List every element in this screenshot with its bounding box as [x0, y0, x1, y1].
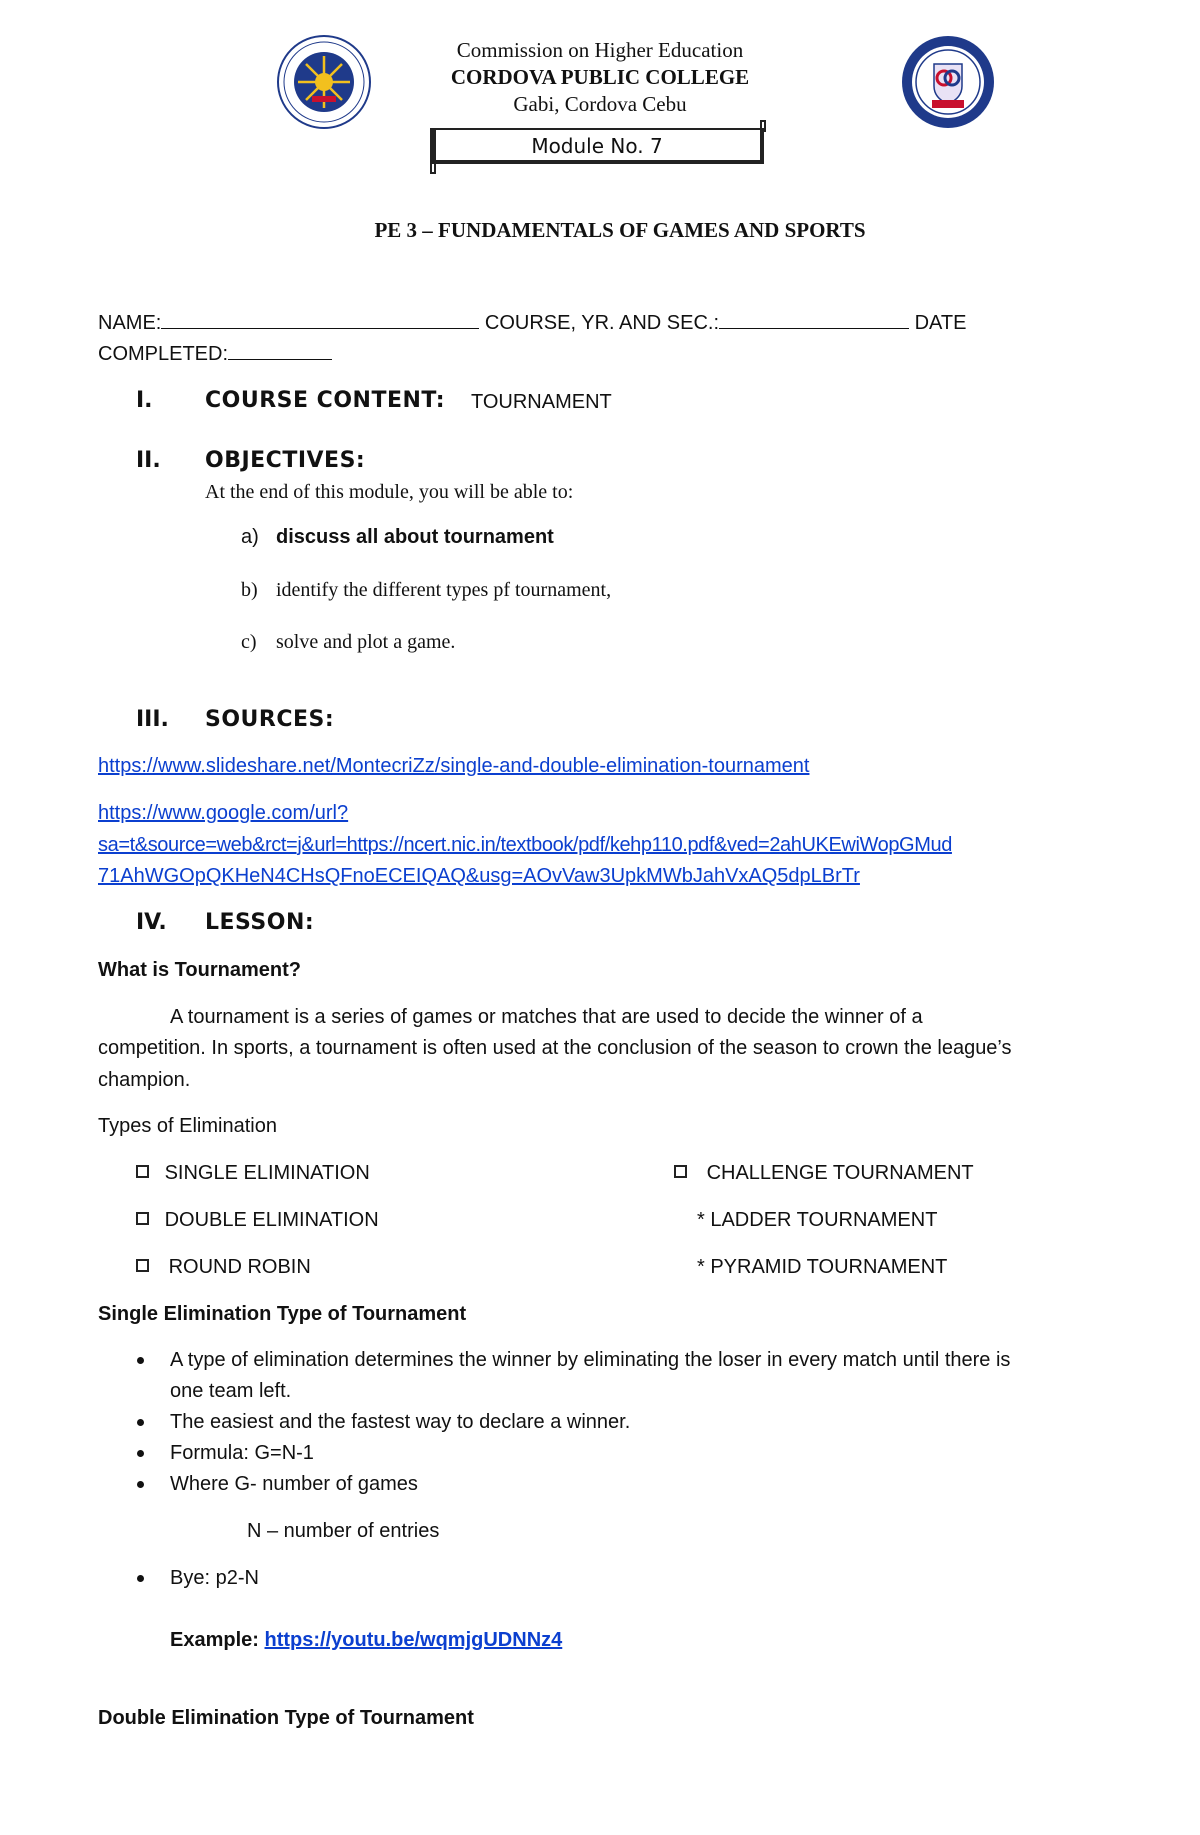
- header-college-name: CORDOVA PUBLIC COLLEGE: [450, 65, 750, 89]
- checkbox-icon: [136, 1212, 149, 1225]
- section-4-heading: LESSON:: [205, 910, 315, 935]
- name-label: NAME:: [98, 312, 162, 334]
- section-3-number: III.: [136, 707, 169, 732]
- bullet-4-sub: N – number of entries: [247, 1520, 440, 1542]
- module-number-box: Module No. 7: [432, 128, 764, 164]
- objective-a-text: discuss all about tournament: [276, 526, 554, 548]
- section-3-heading: SOURCES:: [205, 707, 335, 732]
- objective-c-text: solve and plot a game.: [276, 631, 456, 653]
- objectives-intro: At the end of this module, you will be able to:: [205, 481, 574, 503]
- objective-a-marker: a): [241, 526, 259, 548]
- source-link-slideshare[interactable]: https://www.slideshare.net/MontecriZz/single-and-double-elimination-tournament: [98, 755, 810, 777]
- bullet-5-bye: Bye: p2-N: [170, 1567, 259, 1589]
- date-label: DATE: [914, 312, 967, 334]
- bullet-icon: [137, 1481, 144, 1488]
- source-link-google-line-2[interactable]: sa=t&source=web&rct=j&url=https://ncert.nic.in/textbook/pdf/kehp110.pdf&ved=2ahUKEwiWopGMud: [98, 834, 952, 856]
- bullet-2: The easiest and the fastest way to declare a winner.: [170, 1411, 631, 1433]
- tournament-paragraph-line-3: champion.: [98, 1069, 191, 1091]
- section-4-number: IV.: [136, 910, 167, 935]
- page-title: PE 3 – FUNDAMENTALS OF GAMES AND SPORTS: [374, 218, 866, 242]
- objective-c-marker: c): [241, 631, 257, 653]
- types-of-elimination-heading: Types of Elimination: [98, 1115, 277, 1137]
- bullet-icon: [137, 1357, 144, 1364]
- bullet-icon: [137, 1419, 144, 1426]
- section-2-heading: OBJECTIVES:: [205, 448, 366, 473]
- bullet-1-line-1: A type of elimination determines the winner by eliminating the loser in every match until there is: [170, 1349, 1011, 1371]
- section-2-number: II.: [136, 448, 161, 473]
- bullet-icon: [137, 1575, 144, 1582]
- type-ladder-tournament: * LADDER TOURNAMENT: [697, 1209, 938, 1231]
- tournament-paragraph-line-2: competition. In sports, a tournament is often used at the conclusion of the season to crown the league’s: [98, 1037, 1012, 1059]
- section-1-number: I.: [136, 388, 153, 413]
- type-pyramid-tournament: * PYRAMID TOURNAMENT: [697, 1256, 948, 1278]
- example-label: Example:: [170, 1629, 259, 1651]
- example-youtube-link[interactable]: https://youtu.be/wqmjgUDNNz4: [264, 1629, 563, 1651]
- form-fields: [98, 310, 966, 335]
- bullet-1-line-2: one team left.: [170, 1380, 292, 1402]
- completed-label: COMPLETED:: [98, 343, 229, 365]
- checkbox-icon: [136, 1165, 149, 1178]
- objective-b-text: identify the different types pf tournament,: [276, 579, 612, 601]
- source-link-google-line-1[interactable]: https://www.google.com/url?: [98, 802, 349, 824]
- source-link-google-line-3[interactable]: 71AhWGOpQKHeN4CHsQFnoECEIQAQ&usg=AOvVaw3UpkMWbJahVxAQ5dpLBrTr: [98, 865, 860, 887]
- course-blank[interactable]: [719, 310, 909, 329]
- tournament-paragraph-line-1: A tournament is a series of games or matches that are used to decide the winner of a: [170, 1006, 923, 1028]
- name-blank[interactable]: [161, 310, 479, 329]
- type-single-elimination: SINGLE ELIMINATION: [136, 1161, 370, 1185]
- type-double-elimination: DOUBLE ELIMINATION: [136, 1208, 379, 1232]
- course-content-value: TOURNAMENT: [471, 391, 612, 413]
- what-is-tournament-heading: What is Tournament?: [98, 959, 301, 981]
- type-round-robin: ROUND ROBIN: [136, 1255, 311, 1279]
- bullet-3-formula: Formula: G=N-1: [170, 1442, 314, 1464]
- header-commission: Commission on Higher Education: [456, 38, 744, 62]
- bullet-4-where: Where G- number of games: [170, 1473, 418, 1495]
- type-challenge-tournament: CHALLENGE TOURNAMENT: [674, 1161, 974, 1185]
- completed-blank[interactable]: [228, 341, 332, 360]
- checkbox-icon: [674, 1165, 687, 1178]
- section-1-heading: COURSE CONTENT:: [205, 388, 445, 413]
- header-address: Gabi, Cordova Cebu: [513, 92, 687, 116]
- double-elimination-heading: Double Elimination Type of Tournament: [98, 1707, 474, 1729]
- single-elimination-heading: Single Elimination Type of Tournament: [98, 1303, 467, 1325]
- bullet-icon: [137, 1450, 144, 1457]
- course-label: COURSE, YR. AND SEC.:: [484, 312, 720, 334]
- objective-b-marker: b): [241, 579, 258, 601]
- example-row: [170, 1628, 562, 1652]
- checkbox-icon: [136, 1259, 149, 1272]
- form-fields-2: [98, 341, 332, 366]
